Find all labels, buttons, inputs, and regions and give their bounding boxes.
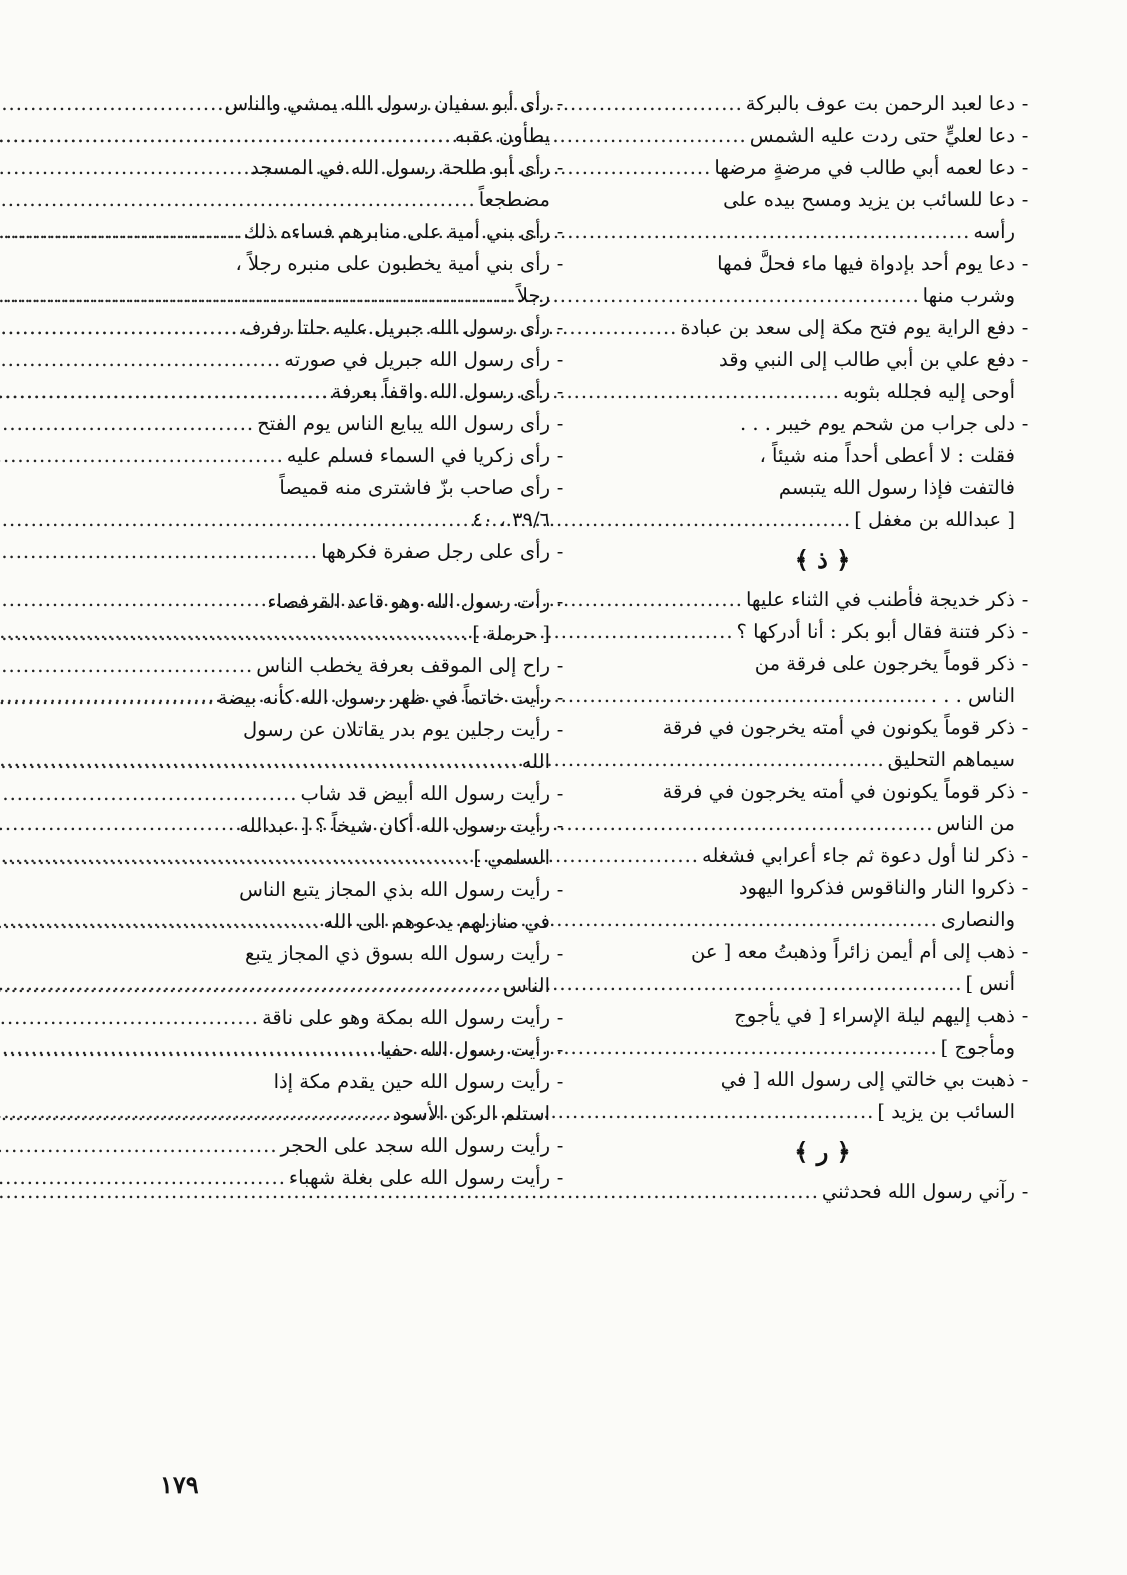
entry-line (150, 120, 570, 152)
entry-dash: - (556, 412, 564, 435)
entry-dash: - (1021, 876, 1029, 899)
entry-line (150, 1066, 570, 1098)
entry-text: رأى رسول الله جبريل في صورته (284, 348, 550, 371)
entry-line (610, 584, 1035, 616)
entry-line (150, 970, 570, 1002)
entry-dash: - (556, 1038, 564, 1061)
entry-dash: - (1021, 412, 1029, 435)
entry-line (610, 648, 1035, 680)
entry-text: من الناس (936, 812, 1015, 835)
leader-dots (0, 280, 514, 312)
index-entry (150, 248, 570, 312)
leader-dots (0, 650, 253, 682)
leader-dots (0, 1162, 286, 1194)
leader-dots (0, 1002, 259, 1034)
entry-text: دلى جراب من شحم يوم خيبر . . . (740, 412, 1015, 435)
leader-dots (0, 970, 500, 1002)
index-column-right (610, 88, 1035, 1208)
entry-text: رأيت رجلين يوم بدر يقاتلان عن رسول (242, 718, 550, 741)
leader-dots (0, 618, 469, 650)
entry-text: راح إلى الموقف بعرفة يخطب الناس (256, 654, 550, 677)
entry-dash: - (1021, 1180, 1029, 1203)
entry-line (150, 1130, 570, 1162)
entry-line (610, 120, 1035, 152)
entry-text: ذكر لنا أول دعوة ثم جاء أعرابي فشغله (701, 844, 1015, 867)
index-entry (610, 88, 1035, 120)
entry-line (150, 586, 570, 618)
entry-dash: - (556, 942, 564, 965)
entry-line (150, 714, 570, 746)
entry-line (610, 904, 1035, 936)
entry-line (150, 810, 570, 842)
entry-line (610, 248, 1035, 280)
entry-text: دعا يوم أحد بإدواة فيها ماء فحلَّ فمها (717, 252, 1015, 275)
entry-dash: - (556, 590, 564, 613)
index-entry (150, 1066, 570, 1130)
leader-dots (0, 120, 452, 152)
section-gap (150, 568, 570, 586)
index-entry (150, 1034, 570, 1066)
entry-dash: - (1021, 1068, 1029, 1091)
entry-dash: - (556, 540, 564, 563)
entry-line (610, 376, 1035, 408)
entry-dash: - (556, 782, 564, 805)
entry-text: مضطجعاً (478, 188, 550, 211)
entry-line (150, 938, 570, 970)
entry-dash: - (556, 1070, 564, 1093)
leader-dots (0, 440, 284, 472)
entry-text: دعا لعمه أبي طالب في مرضةٍ مرضها (714, 156, 1015, 179)
entry-dash: - (1021, 716, 1029, 739)
leader-dots (0, 216, 241, 248)
entry-text: أنس ] (965, 972, 1015, 995)
index-entry (150, 1130, 570, 1162)
entry-text: الله (521, 750, 550, 773)
leader-dots (0, 312, 238, 344)
index-entry (150, 1162, 570, 1194)
entry-line (610, 216, 1035, 248)
entry-text: ومأجوج ] (940, 1036, 1015, 1059)
entry-text: في منازلهم يدعوهم الى الله (323, 910, 550, 933)
entry-text: رأى صاحب بزّ فاشترى منه قميصاً (279, 476, 550, 499)
entry-line (610, 408, 1035, 440)
entry-line (150, 906, 570, 938)
index-entry (610, 1064, 1035, 1128)
entry-text: رأيت رسول الله أبيض قد شاب (300, 782, 550, 805)
entry-dash: - (556, 444, 564, 467)
entry-text: رجلاً (516, 284, 550, 307)
entry-line (150, 184, 570, 216)
entry-text: رأى بني أمية على منابرهم فساءه ذلك (243, 220, 550, 243)
leader-dots (0, 778, 298, 810)
entry-text: رأيت رسول الله أكان شيخاً ؟ [ عبدالله (239, 814, 550, 837)
index-entry (610, 840, 1035, 872)
entry-line (150, 1098, 570, 1130)
index-entry (610, 1176, 1035, 1208)
entry-text: السلمي ] (473, 846, 550, 869)
index-entry (150, 440, 570, 472)
index-entry (150, 650, 570, 682)
entry-line (150, 280, 570, 312)
entry-dash: - (1021, 1004, 1029, 1027)
index-entry (610, 776, 1035, 840)
leader-dots (0, 1130, 278, 1162)
entry-line (150, 440, 570, 472)
entry-dash: - (556, 316, 564, 339)
entry-text: [ حرملة ] (472, 622, 550, 645)
entry-text: رأيت رسول الله حين يقدم مكة إذا (273, 1070, 550, 1093)
entry-line (610, 440, 1035, 472)
entry-text: الناس (503, 974, 550, 997)
entry-text: رأيت رسول الله بسوق ذي المجاز يتبع (245, 942, 550, 965)
entry-line (150, 408, 570, 440)
entry-text: والنصارى (940, 908, 1015, 931)
leader-dots (0, 906, 321, 938)
entry-line (150, 874, 570, 906)
entry-text: رأيت رسول الله حفيا (379, 1038, 550, 1061)
entry-line (150, 472, 570, 504)
index-entry (150, 938, 570, 1002)
index-entry (150, 152, 570, 216)
index-entry (610, 408, 1035, 536)
entry-dash: - (556, 220, 564, 243)
index-entry (150, 376, 570, 408)
index-entry (610, 872, 1035, 936)
entry-text: ذكر قوماً يكونون في أمته يخرجون في فرقة (662, 716, 1015, 739)
entry-line (610, 872, 1035, 904)
entry-line (150, 376, 570, 408)
entry-text: رأى بني أمية يخطبون على منبره رجلاً ، (235, 252, 550, 275)
leader-dots (0, 1034, 377, 1066)
index-entry (150, 1002, 570, 1034)
index-entry (150, 810, 570, 874)
leader-dots (0, 682, 215, 714)
entry-text: رأسه (973, 220, 1015, 243)
index-entry (610, 312, 1035, 344)
letter-heading: ﴿ ذ ﴾ (794, 545, 851, 574)
entry-text: رأى أبو طلحة رسول الله في المسجد (250, 156, 550, 179)
entry-text: دعا للسائب بن يزيد ومسح بيده على (723, 188, 1015, 211)
index-entry (610, 152, 1035, 184)
entry-text: ذكر خديجة فأطنب في الثناء عليها (745, 588, 1015, 611)
entry-text: رأى رسول الله واقفاً بعرفة (331, 380, 550, 403)
entry-text: استلم الركن الأسود (392, 1102, 550, 1125)
entry-dash: - (556, 718, 564, 741)
entry-line (150, 618, 570, 650)
entry-dash: - (556, 1134, 564, 1157)
entry-text: رأيت رسول الله بذي المجاز يتبع الناس (239, 878, 550, 901)
index-entry (150, 344, 570, 376)
index-entry (610, 936, 1035, 1000)
entry-line (150, 778, 570, 810)
index-entry (610, 584, 1035, 616)
index-entry (150, 714, 570, 778)
index-entry (150, 778, 570, 810)
entry-text: رأى أبو سفيان رسول الله يمشي والناس (224, 92, 550, 115)
entry-text: سيماهم التحليق (887, 748, 1015, 771)
entry-dash: - (1021, 124, 1029, 147)
entry-line (610, 152, 1035, 184)
entry-line (610, 840, 1035, 872)
entry-dash: - (556, 878, 564, 901)
entry-text: فقلت : لا أعطى أحداً منه شيئاً ، (759, 444, 1015, 467)
entry-dash: - (1021, 316, 1029, 339)
entry-line (610, 1096, 1035, 1128)
entry-dash: - (1021, 156, 1029, 179)
entry-dash: - (556, 476, 564, 499)
entry-line (150, 248, 570, 280)
index-entry (150, 216, 570, 248)
entry-line (610, 968, 1035, 1000)
entry-text: ذهب إليهم ليلة الإسراء [ في يأجوج (734, 1004, 1015, 1027)
index-entry (610, 120, 1035, 152)
entry-text: وشرب منها (922, 284, 1015, 307)
entry-text: ذكر قوماً يكونون في أمته يخرجون في فرقة (662, 780, 1015, 803)
entry-dash: - (556, 92, 564, 115)
entry-dash: - (1021, 348, 1029, 371)
letter-heading: ﴿ ر ﴾ (794, 1137, 851, 1166)
index-entry (610, 616, 1035, 648)
entry-line (150, 216, 570, 248)
entry-dash: - (1021, 92, 1029, 115)
index-entry (610, 648, 1035, 712)
index-entry (610, 184, 1035, 248)
entry-line (610, 1032, 1035, 1064)
entry-text: أوحى إليه فجلله بثوبه (843, 380, 1015, 403)
index-entry (610, 344, 1035, 408)
entry-line (610, 744, 1035, 776)
entry-text: ذكر فتنة فقال أبو بكر : أنا أدركها ؟ (736, 620, 1015, 643)
entry-text: السائب بن يزيد ] (877, 1100, 1015, 1123)
index-entry (150, 408, 570, 440)
entry-line (610, 472, 1035, 504)
entry-line (610, 1176, 1035, 1208)
entry-dash: - (1021, 652, 1029, 675)
entry-text: رأى زكريا في السماء فسلم عليه (286, 444, 550, 467)
entry-text: رأيت رسول الله سجد على الحجر (280, 1134, 550, 1157)
entry-dash: - (556, 348, 564, 371)
entry-dash: - (556, 252, 564, 275)
leader-dots (0, 536, 318, 568)
entry-line (610, 184, 1035, 216)
entry-text: رأى رسول الله جبريل عليه حلتا رفرف (241, 316, 550, 339)
entry-line (150, 842, 570, 874)
entry-text: رأى رسول الله يبايع الناس يوم الفتح (257, 412, 550, 435)
entry-line (150, 1034, 570, 1066)
entry-dash: - (556, 814, 564, 837)
entry-line (610, 616, 1035, 648)
leader-dots (0, 746, 519, 778)
entry-line (610, 1000, 1035, 1032)
entry-line (610, 680, 1035, 712)
entry-dash: - (556, 1006, 564, 1029)
entry-text: الناس . . . (930, 684, 1015, 707)
leader-dots (0, 408, 254, 440)
entry-line (610, 280, 1035, 312)
entry-text: دعا لعليٍّ حتى ردت عليه الشمس (749, 124, 1015, 147)
entry-line (610, 504, 1035, 536)
entry-text: دفع علي بن أبي طالب إلى النبي وقد (718, 348, 1015, 371)
entry-text: رأيت خاتماً في ظهر رسول الله كأنه بيضة (217, 686, 550, 709)
entry-line (610, 776, 1035, 808)
entry-text: رآني رسول الله فحدثني (821, 1180, 1015, 1203)
index-entry (610, 712, 1035, 776)
entry-dash: - (1021, 252, 1029, 275)
entry-line (610, 312, 1035, 344)
entry-line (610, 936, 1035, 968)
entry-text: ذكر قوماً يخرجون على فرقة من (754, 652, 1015, 675)
entry-dash: - (556, 686, 564, 709)
entry-text: [ عبدالله بن مغفل ] (854, 508, 1015, 531)
entry-text: ذهب إلى أم أيمن زائراً وذهبتُ معه [ عن (690, 940, 1015, 963)
page-number: ١٧٩ (160, 1470, 199, 1499)
entry-line (150, 682, 570, 714)
entry-text: رأت رسول الله وهو قاعد القرفصاء (267, 590, 550, 613)
entry-line (150, 1002, 570, 1034)
entry-line (150, 536, 570, 568)
entry-text: ذهبت بي خالتي إلى رسول الله [ في (720, 1068, 1015, 1091)
entry-text: فالتفت فإذا رسول الله يتبسم (778, 476, 1015, 499)
index-entry (150, 536, 570, 568)
entry-text: ذكروا النار والناقوس فذكروا اليهود (738, 876, 1015, 899)
index-entry (610, 248, 1035, 312)
leader-dots (0, 184, 476, 216)
entry-text: دفع الراية يوم فتح مكة إلى سعد بن عبادة (680, 316, 1015, 339)
entry-text: دعا لعبد الرحمن بت عوف بالبركة (745, 92, 1015, 115)
entry-dash: - (1021, 620, 1029, 643)
entry-line (150, 344, 570, 376)
entry-dash: - (1021, 844, 1029, 867)
entry-dash: - (1021, 780, 1029, 803)
index-entry (610, 1000, 1035, 1064)
entry-text: ٣٩/٦ ، ٤٠ (472, 508, 550, 531)
entry-line (610, 712, 1035, 744)
entry-text: رأيت رسول الله على بغلة شهباء (288, 1166, 550, 1189)
entry-line (150, 88, 570, 120)
index-entry (150, 312, 570, 344)
leader-dots (0, 376, 329, 408)
entry-line (150, 504, 570, 536)
leader-dots (0, 344, 281, 376)
index-entry (150, 586, 570, 650)
entry-dash: - (1021, 588, 1029, 611)
entry-line (610, 1064, 1035, 1096)
entry-dash: - (556, 380, 564, 403)
leader-dots (0, 1098, 390, 1130)
entry-line (610, 808, 1035, 840)
entry-line (610, 88, 1035, 120)
entry-line (150, 650, 570, 682)
entry-line (150, 152, 570, 184)
index-entry (150, 88, 570, 152)
entry-line (150, 746, 570, 778)
entry-text: رأيت رسول الله بمكة وهو على ناقة (261, 1006, 550, 1029)
entry-dash: - (556, 654, 564, 677)
entry-line (150, 312, 570, 344)
entry-text: رأى على رجل صفرة فكرهها (321, 540, 550, 563)
entry-dash: - (556, 1166, 564, 1189)
index-entry (150, 472, 570, 536)
index-entry (150, 682, 570, 714)
entry-dash: - (1021, 188, 1029, 211)
entry-line (610, 344, 1035, 376)
index-entry (150, 874, 570, 938)
entry-dash: - (556, 156, 564, 179)
index-column-left (150, 88, 570, 1194)
leader-dots (0, 842, 470, 874)
entry-dash: - (1021, 940, 1029, 963)
entry-text: يطأون عقبه (454, 124, 550, 147)
entry-line (150, 1162, 570, 1194)
